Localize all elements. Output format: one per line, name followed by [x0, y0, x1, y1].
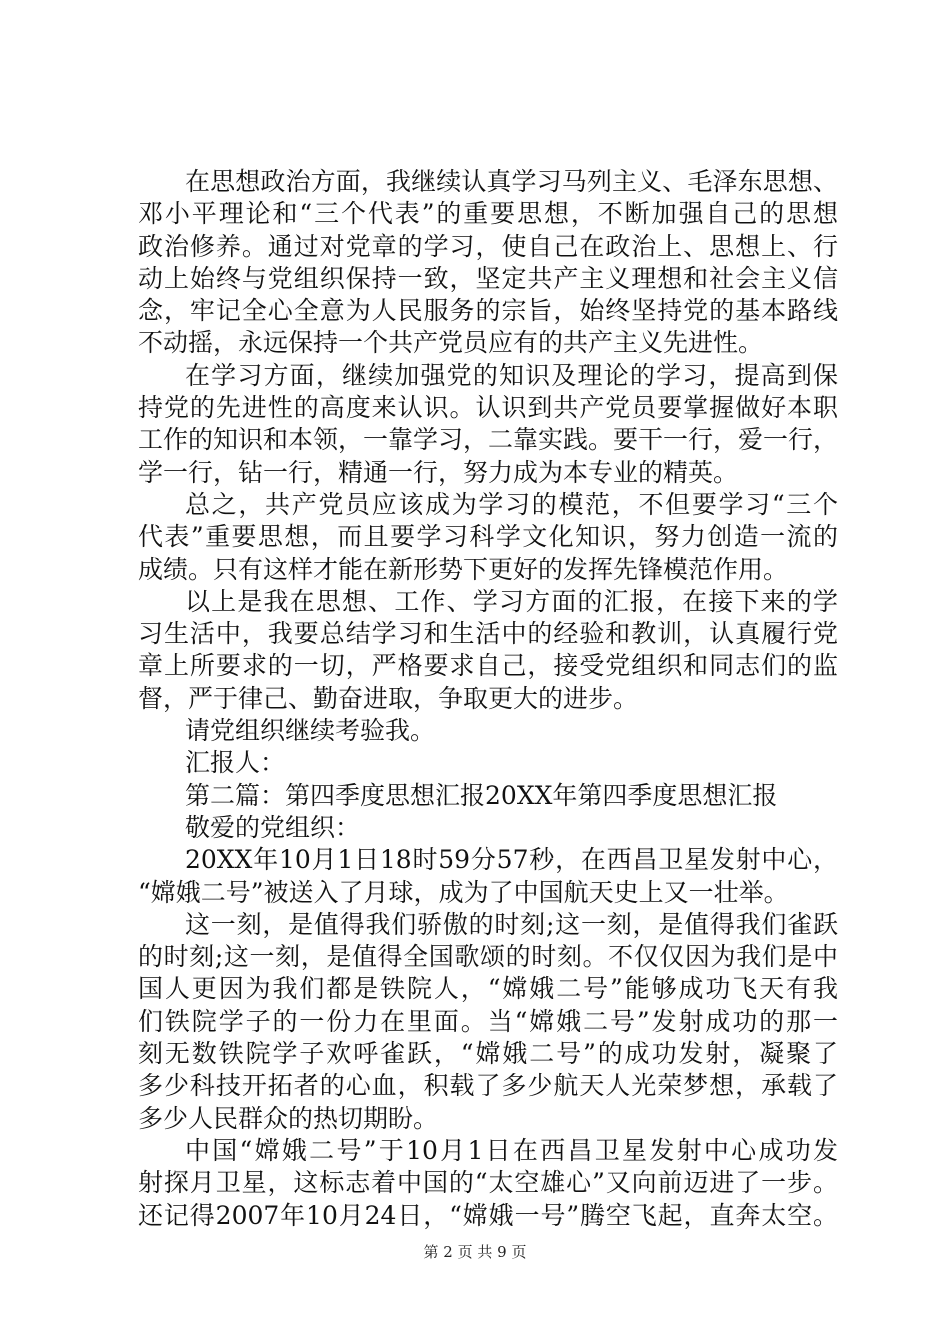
text-line: 第二篇：第四季度思想汇报20XX年第四季度思想汇报: [185, 780, 778, 810]
text-line: 这一刻，是值得我们骄傲的时刻;这一刻，是值得我们雀跃: [185, 909, 838, 939]
text-line: 多少科技开拓者的心血，积载了多少航天人光荣梦想，承载了: [138, 1071, 838, 1101]
text-line: 的时刻;这一刻，是值得全国歌颂的时刻。不仅仅因为我们是中: [138, 942, 838, 972]
text-line: 工作的知识和本领，一靠学习，二靠实践。要干一行，爱一行，: [138, 425, 839, 455]
text-line: 多少人民群众的热切期盼。: [138, 1103, 439, 1133]
text-line: 学一行，钻一行，精通一行，努力成为本专业的精英。: [138, 457, 739, 487]
text-line: 汇报人：: [185, 748, 286, 778]
text-line: 在学习方面，继续加强党的知识及理论的学习，提高到保: [185, 360, 838, 390]
text-line: 政治修养。通过对党章的学习，使自己在政治上、思想上、行: [138, 231, 838, 261]
text-line: 章上所要求的一切，严格要求自己，接受党组织和同志们的监: [138, 651, 838, 681]
document-body: [138, 166, 838, 1232]
text-line: 国人更因为我们都是铁院人，“嫦娥二号”能够成功飞天有我: [138, 974, 838, 1004]
text-line: “嫦娥二号”被送入了月球，成为了中国航天史上又一壮举。: [138, 877, 789, 907]
text-line: 刻无数铁院学子欢呼雀跃，“嫦娥二号”的成功发射，凝聚了: [138, 1039, 838, 1069]
text-line: 请党组织继续考验我。: [185, 716, 436, 746]
text-line: 持党的先进性的高度来认识。认识到共产党员要掌握做好本职: [138, 393, 838, 423]
text-line: 代表”重要思想，而且要学习科学文化知识，努力创造一流的: [138, 522, 838, 552]
text-line: 总之，共产党员应该成为学习的模范，不但要学习“三个: [185, 489, 838, 519]
text-line: 成绩。只有这样才能在新形势下更好的发挥先锋模范作用。: [138, 554, 789, 584]
text-line: 中国“嫦娥二号”于10月1日在西昌卫星发射中心成功发: [185, 1135, 838, 1165]
text-line: 以上是我在思想、工作、学习方面的汇报，在接下来的学: [185, 586, 838, 616]
text-line: 习生活中，我要总结学习和生活中的经验和教训，认真履行党: [138, 619, 838, 649]
text-line: 邓小平理论和“三个代表”的重要思想，不断加强自己的思想: [138, 199, 838, 229]
text-line: 不动摇，永远保持一个共产党员应有的共产主义先进性。: [138, 328, 764, 358]
page-footer: 第 2 页 共 9 页: [423, 1243, 527, 1261]
text-line: 射探月卫星，这标志着中国的“太空雄心”又向前迈进了一步。: [138, 1168, 838, 1198]
text-line: 还记得2007年10月24日，“嫦娥一号”腾空飞起，直奔太空。: [138, 1200, 838, 1230]
text-line: 们铁院学子的一份力在里面。当“嫦娥二号”发射成功的那一: [138, 1006, 838, 1036]
text-line: 动上始终与党组织保持一致，坚定共产主义理想和社会主义信: [138, 263, 838, 293]
text-line: 在思想政治方面，我继续认真学习马列主义、毛泽东思想、: [185, 167, 838, 196]
text-line: 督，严于律己、勤奋进取，争取更大的进步。: [138, 683, 639, 713]
text-line: 20XX年10月1日18时59分57秒，在西昌卫星发射中心，: [185, 845, 838, 875]
text-line: 敬爱的党组织：: [185, 812, 361, 842]
text-line: 念，牢记全心全意为人民服务的宗旨，始终坚持党的基本路线: [138, 296, 838, 326]
